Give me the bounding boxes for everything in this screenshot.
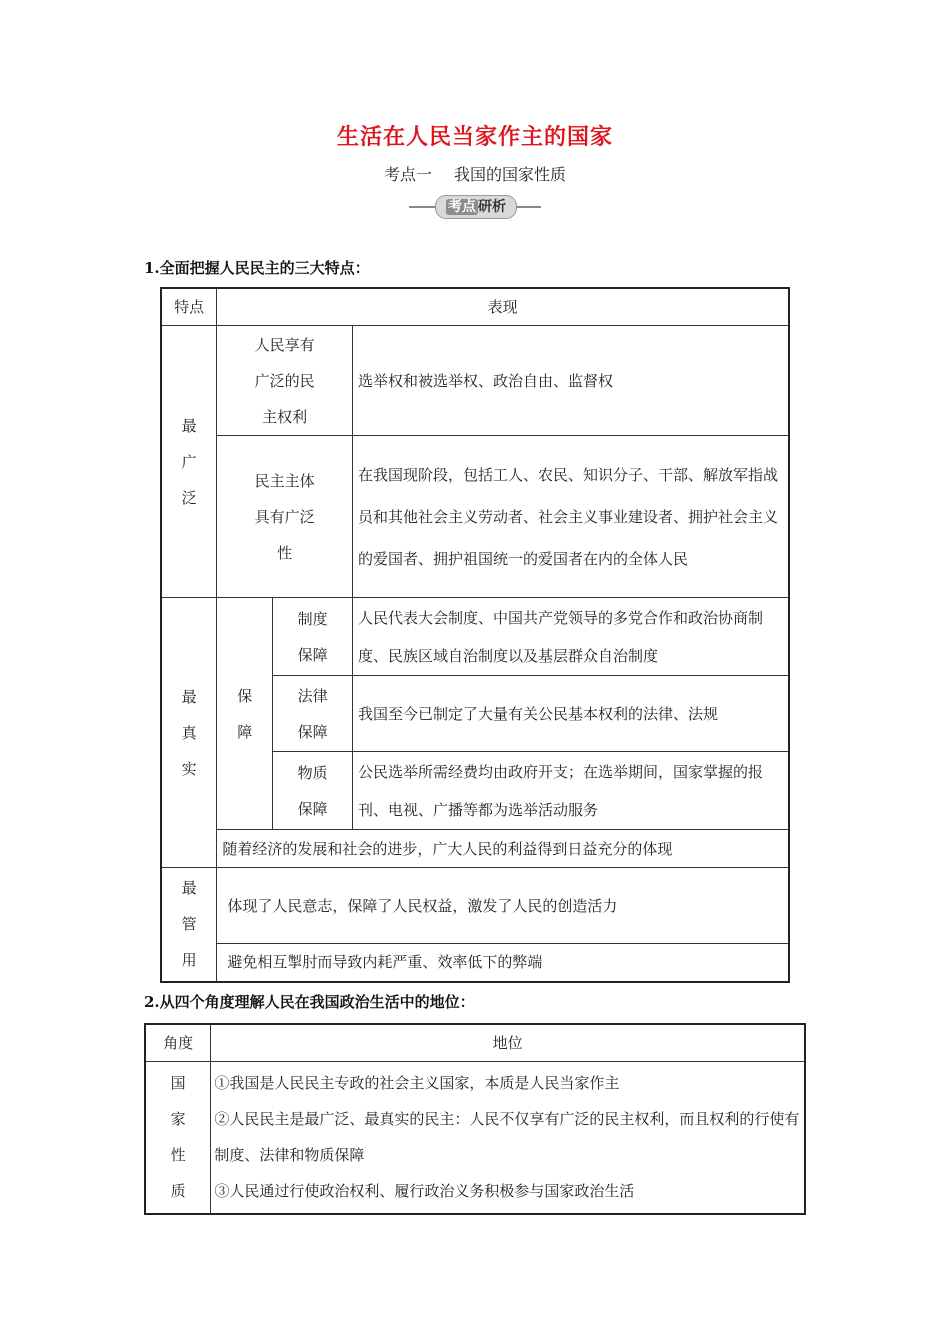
aspect-law: 法律保障 — [273, 676, 353, 752]
table-row — [145, 1062, 805, 1214]
aspect-system: 制度保障 — [273, 598, 353, 676]
content-benefit: 随着经济的发展和社会的进步，广大人民的利益得到日益充分的体现 — [217, 830, 789, 868]
table-row — [161, 944, 789, 982]
subtitle-part: 考点一 — [383, 165, 432, 184]
subtitle-topic: 我国的国家性质 — [454, 165, 567, 184]
table-row — [161, 436, 789, 598]
label-broad: 最广泛 — [161, 326, 217, 598]
content-useful-1: 体现了人民意志，保障了人民权益，激发了人民的创造活力 — [217, 868, 789, 944]
header-feature: 特点 — [161, 288, 217, 326]
aspect-rights: 人民享有广泛的民主权利 — [217, 326, 353, 436]
badge-highlight: 考点 — [448, 199, 476, 215]
content-useful-2: 避免相互掣肘而导致内耗严重、效率低下的弊端 — [217, 944, 789, 982]
header-expression: 表现 — [217, 288, 789, 326]
content-system: 人民代表大会制度、中国共产党领导的多党合作和政治协商制度、民族区域自治制度以及基层群众自治制度 — [353, 598, 789, 676]
status-item: ②人民民主是最广泛、最真实的民主：人民不仅享有广泛的民主权利，而且权利的行使有制度、法律和物质保障 — [214, 1110, 800, 1165]
content-material: 公民选举所需经费均由政府开支；在选举期间，国家掌握的报刊、电视、广播等都为选举活动服务 — [353, 752, 789, 830]
label-useful: 最管用 — [161, 868, 217, 982]
label-real: 最真实 — [161, 598, 217, 868]
content-law: 我国至今已制定了大量有关公民基本权利的法律、法规 — [353, 676, 789, 752]
table-row — [161, 868, 789, 944]
table-row — [161, 326, 789, 436]
content-rights: 选举权和被选举权、政治自由、监督权 — [353, 326, 789, 436]
status-table — [144, 1023, 806, 1215]
label-guarantee: 保障 — [217, 598, 273, 830]
subtitle — [0, 162, 950, 185]
aspect-material: 物质保障 — [273, 752, 353, 830]
table-row — [161, 830, 789, 868]
status-item: ③人民通过行使政治权利、履行政治义务积极参与国家政治生活 — [214, 1182, 635, 1201]
status-content — [211, 1062, 805, 1214]
badge-rest: 研析 — [478, 199, 506, 215]
table-header-row — [145, 1024, 805, 1062]
content-subject: 在我国现阶段，包括工人、农民、知识分子、干部、解放军指战员和其他社会主义劳动者、社会主义事业建设者、拥护社会主义的爱国者、拥护祖国统一的爱国者在内的全体人民 — [353, 436, 789, 598]
header-angle: 角度 — [145, 1024, 211, 1062]
header-status: 地位 — [211, 1024, 805, 1062]
table-row — [161, 598, 789, 676]
section-badge — [409, 195, 541, 219]
label-state-nature: 国家性质 — [145, 1062, 211, 1214]
features-table — [160, 287, 790, 983]
status-item: ①我国是人民民主专政的社会主义国家，本质是人民当家作主 — [214, 1074, 620, 1093]
section2-heading: 2.从四个角度理解人民在我国政治生活中的地位： — [144, 993, 475, 1011]
table-header-row — [161, 288, 789, 326]
aspect-subject: 民主主体具有广泛性 — [217, 436, 353, 598]
page-title: 生活在人民当家作主的国家 — [336, 124, 613, 150]
section1-heading: 1.全面把握人民民主的三大特点： — [144, 259, 370, 277]
